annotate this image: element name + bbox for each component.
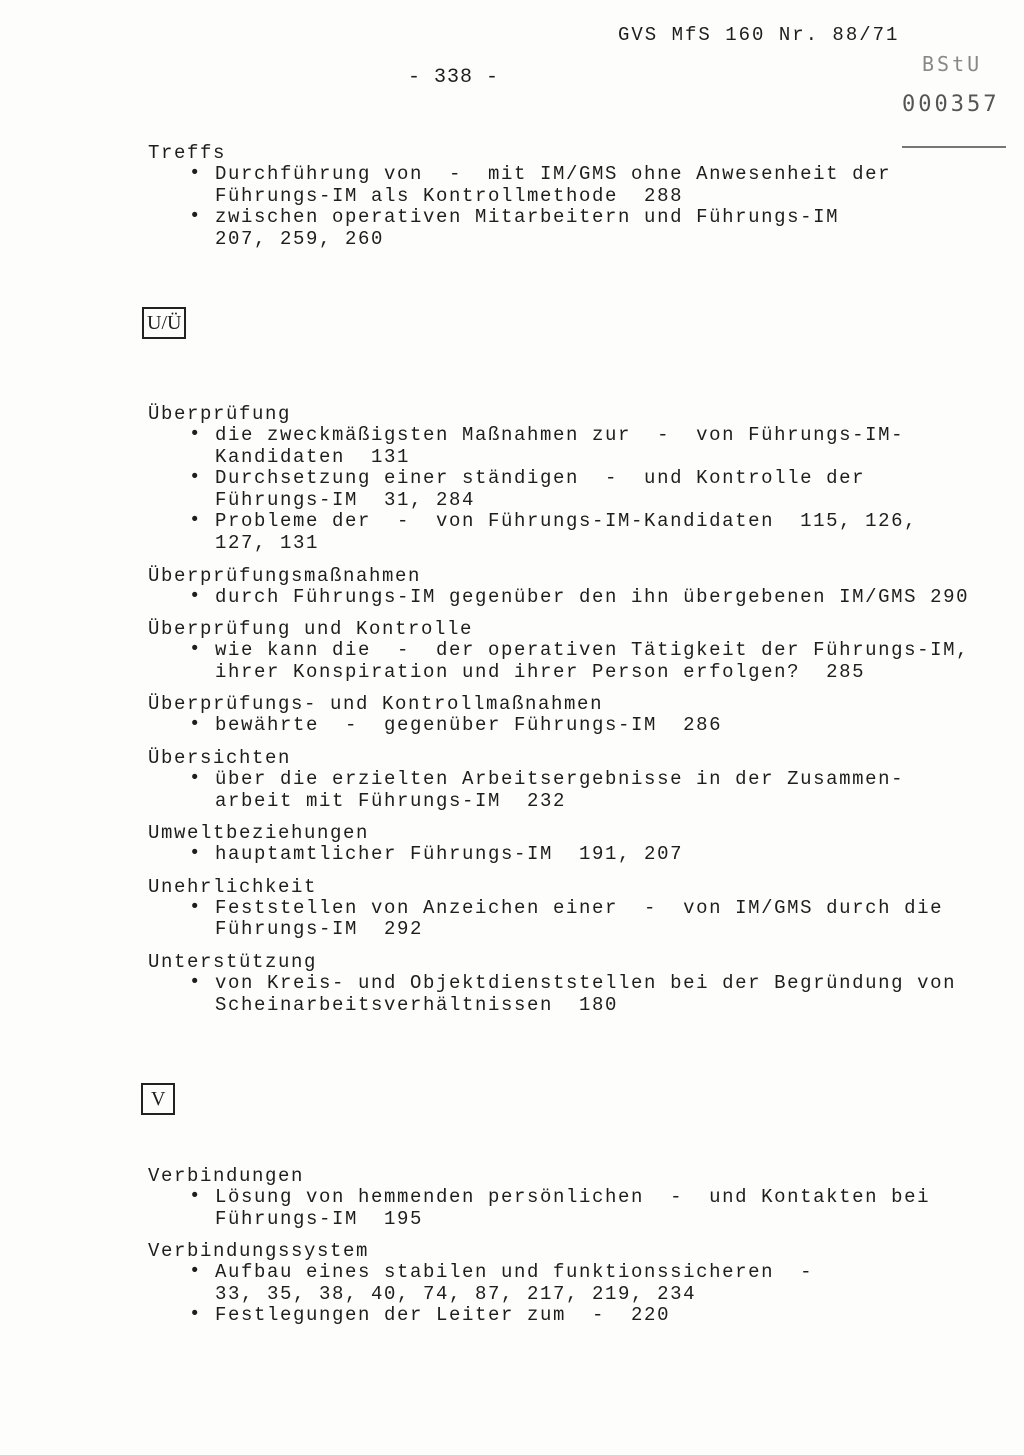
subentry-text: bewährte - gegenüber Führungs-IM 286 [215, 714, 723, 737]
index-term: Treffs [148, 142, 227, 164]
subentry-text: Feststellen von Anzeichen einer - von IM/GMS durch die Führungs-IM 292 [215, 896, 944, 941]
index-entry-group [148, 1165, 1008, 1230]
index-entry-group [148, 403, 1008, 555]
index-subentry [148, 766, 1008, 812]
index-term: Unterstützung [148, 950, 318, 973]
index-subentry [148, 715, 1008, 737]
index-subentry [148, 640, 1008, 683]
index-entry-group [148, 822, 1008, 866]
index-entry-group [148, 1240, 1008, 1327]
bullet-icon: • [189, 205, 203, 228]
index-subentry [148, 425, 1008, 468]
bullet-icon: • [189, 766, 203, 789]
subentry-text: die zweckmäßigsten Maßnahmen zur - von Führungs-IM- Kandidaten 131 [215, 424, 905, 468]
subentry-text: hauptamtlicher Führungs-IM 191, 207 [215, 843, 684, 866]
subentry-text: wie kann die - der operativen Tätigkeit der Führungs-IM, ihrer Konspiration und ihrer Person erfolgen? 285 [215, 639, 970, 683]
index-term: Verbindungssystem [148, 1240, 370, 1263]
subentry-text: zwischen operativen Mitarbeitern und Führungs-IM 207, 259, 260 [215, 206, 840, 250]
index-subentry [148, 970, 1008, 1016]
index-subentry [148, 895, 1008, 941]
bullet-icon: • [189, 970, 203, 993]
index-subentry [148, 164, 1008, 207]
bullet-icon: • [189, 1303, 203, 1326]
letter-heading-u: U/Ü [142, 307, 186, 339]
subentry-text: Durchführung von - mit IM/GMS ohne Anwesenheit der Führungs-IM als Kontrollmethode 288 [215, 163, 892, 207]
index-subentry [148, 1305, 1008, 1327]
bullet-icon: • [189, 584, 203, 607]
index-term: Überprüfung [148, 403, 292, 425]
index-term: Übersichten [148, 746, 292, 769]
index-subentry [148, 207, 1008, 250]
subentry-text: Lösung von hemmenden persönlichen - und Kontakten bei Führungs-IM 195 [215, 1186, 931, 1230]
bullet-icon: • [189, 423, 203, 445]
bullet-icon: • [189, 638, 203, 661]
document-reference: GVS MfS 160 Nr. 88/71 [618, 24, 900, 46]
archive-stamp-label: BStU [922, 52, 983, 76]
bullet-icon: • [189, 842, 203, 865]
letter-heading-v: V [141, 1083, 175, 1115]
index-subentry [148, 1262, 1008, 1305]
index-subentry [148, 584, 1008, 609]
index-entry-group [148, 142, 1008, 250]
subentry-text: Aufbau eines stabilen und funktionssicheren - 33, 35, 38, 40, 74, 87, 217, 219, 234 [215, 1261, 814, 1305]
index-entry-group [148, 618, 1008, 683]
index-subentry [148, 1187, 1008, 1230]
bullet-icon: • [189, 1185, 203, 1207]
index-term: Überprüfungs- und Kontrollmaßnahmen [148, 693, 604, 716]
bullet-icon: • [189, 509, 203, 532]
index-section-v [148, 1165, 1008, 1337]
index-term: Überprüfungsmaßnahmen [148, 564, 422, 587]
index-entry-group [148, 747, 1008, 812]
index-entry-group [148, 565, 1008, 609]
index-term: Überprüfung und Kontrolle [148, 618, 474, 641]
index-entry-group [148, 876, 1008, 941]
index-subentry [148, 844, 1008, 866]
subentry-text: durch Führungs-IM gegenüber den ihn übergebenen IM/GMS 290 [215, 585, 970, 608]
index-section-u [148, 403, 1008, 1026]
bullet-icon: • [189, 895, 203, 918]
index-entry-group [148, 951, 1008, 1016]
bullet-icon: • [189, 1260, 203, 1283]
index-section-t [148, 142, 1008, 260]
index-term: Umweltbeziehungen [148, 822, 370, 845]
bullet-icon: • [189, 162, 203, 184]
subentry-text: Probleme der - von Führungs-IM-Kandidaten 115, 126, 127, 131 [215, 510, 918, 554]
subentry-text: von Kreis- und Objektdienststellen bei der Begründung von Scheinarbeitsverhältnissen 180 [215, 971, 957, 1016]
subentry-text: Durchsetzung einer ständigen - und Kontrolle der Führungs-IM 31, 284 [215, 467, 866, 511]
index-entry-group [148, 693, 1008, 737]
index-term: Verbindungen [148, 1165, 305, 1187]
page-number: - 338 - [408, 66, 500, 89]
bullet-icon: • [189, 466, 203, 489]
index-subentry [148, 511, 1008, 554]
archive-stamp-number: 000357 [902, 92, 1000, 117]
subentry-text: über die erzielten Arbeitsergebnisse in der Zusammen- arbeit mit Führungs-IM 232 [215, 767, 905, 812]
index-term: Unehrlichkeit [148, 875, 318, 898]
bullet-icon: • [189, 713, 203, 736]
subentry-text: Festlegungen der Leiter zum - 220 [215, 1304, 671, 1327]
index-subentry [148, 468, 1008, 511]
